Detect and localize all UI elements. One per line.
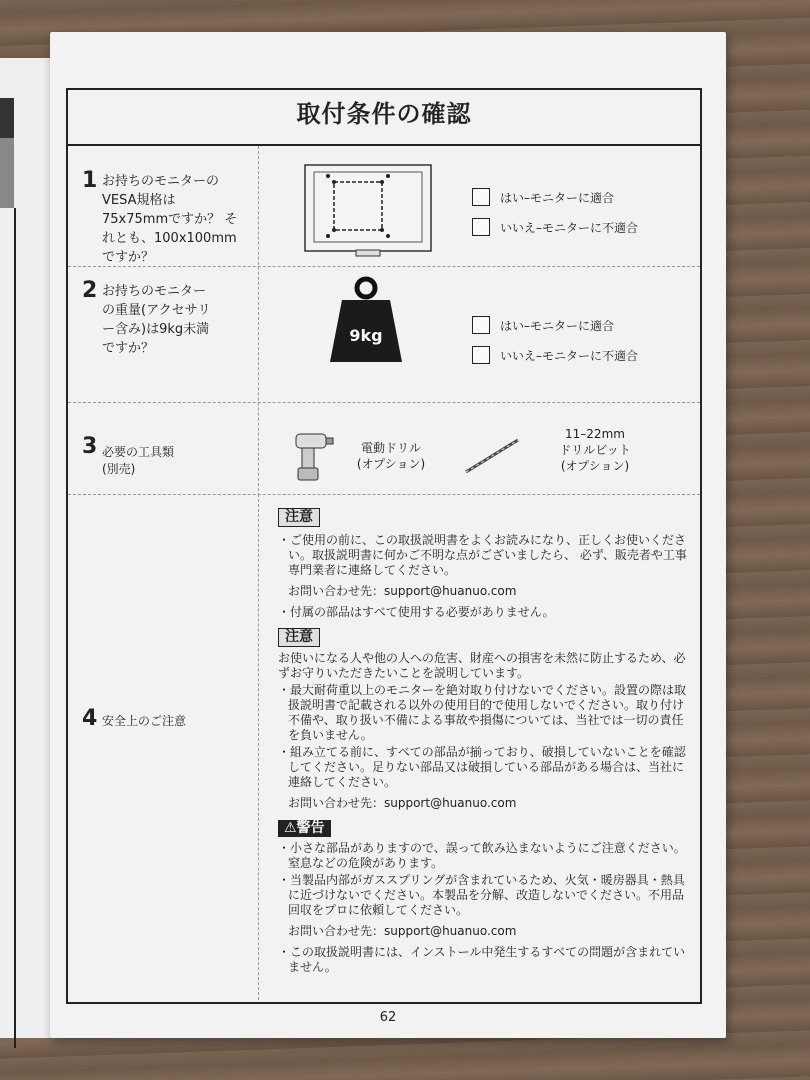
q2-no-label: いいえ–モニターに不適合 <box>500 348 639 363</box>
left-page-frame-line <box>14 208 16 1048</box>
drill-bit-label-line: 11–22mm <box>565 427 625 441</box>
drill-bit-icon <box>462 436 522 480</box>
page-number: 62 <box>379 1010 397 1025</box>
q1-line: お持ちのモニターの <box>102 174 220 189</box>
notice-label: 注意 <box>278 508 320 527</box>
left-page-dark-bar <box>0 98 14 138</box>
q2-no-option[interactable] <box>472 346 638 364</box>
warning-label: ⚠警告 <box>278 820 331 837</box>
q2-line: ー含み)は9kg未満 <box>102 322 210 337</box>
q2-line: お持ちのモニター <box>102 284 207 299</box>
monitor-vesa-icon <box>304 164 432 262</box>
power-drill-icon <box>290 428 334 486</box>
drill-bit-label-line: ドリルビット <box>559 443 631 457</box>
q1-line: ですか？ <box>102 250 155 265</box>
left-page-gray-bar <box>0 138 14 208</box>
checkbox-icon[interactable] <box>472 188 490 206</box>
notice1-contact: お問い合わせ先：support@huanuo.com <box>288 584 517 598</box>
q2-question <box>102 282 211 358</box>
column-divider <box>258 146 259 496</box>
row-separator <box>68 402 700 403</box>
q1-yes-label: はい–モニターに適合 <box>500 190 615 205</box>
notice2-bullet: ・最大耐荷重以上のモニターを絶対取り付けないでください。設置の際は取扱説明書で記載される以外の使用目的で使用しないでください。取り付け不備や、取り扱い不備による事故や損傷については、当社では一切の責任を負いません。 <box>278 683 687 742</box>
q1-question <box>102 172 237 267</box>
q3-line: (別売) <box>102 462 136 476</box>
q1-number: 1 <box>82 168 98 193</box>
row-separator <box>68 494 700 495</box>
drill-label-line: (オプション) <box>356 457 426 471</box>
weight-label: 9kg <box>349 326 383 345</box>
notice-block-1 <box>278 508 688 622</box>
notice2-intro: お使いになる人や他の人への危害、財産への損害を未然に防止するため、必ずお守りいただきたいことを説明しています。 <box>278 651 686 680</box>
drill-bit-label <box>550 426 640 474</box>
q1-yes-option[interactable] <box>472 188 614 206</box>
drill-bit-label-line: (オプション) <box>560 459 630 473</box>
notice-label: 注意 <box>278 628 320 647</box>
q1-line: れとも、100x100mm <box>102 231 237 246</box>
q2-yes-option[interactable] <box>472 316 614 334</box>
q2-yes-label: はい–モニターに適合 <box>500 318 615 333</box>
q3-number: 3 <box>82 434 98 459</box>
q3-question <box>102 444 174 478</box>
notice2-contact: お問い合わせ先：support@huanuo.com <box>288 796 517 810</box>
weight-icon <box>328 274 404 364</box>
page-title: 取付条件の確認 <box>296 100 472 128</box>
drill-label-line: 電動ドリル <box>360 441 421 455</box>
q1-line: VESA規格は <box>102 193 176 208</box>
notice1-bullet: ・ご使用の前に、この取扱説明書をよくお読みになり、正しくお使いください。取扱説明書に何かご不明な点がございましたら、 必ず、販売者や工事専門業者に連絡してください。 <box>278 533 687 577</box>
q4-label: 安全上のご注意 <box>102 714 187 728</box>
q3-line: 必要の工具類 <box>102 445 175 459</box>
q1-no-label: いいえ–モニターに不適合 <box>500 220 639 235</box>
column-divider <box>258 494 259 1000</box>
warning-block <box>278 820 688 977</box>
notice-block-2 <box>278 628 688 817</box>
row-separator <box>68 266 700 267</box>
q2-number: 2 <box>82 278 98 303</box>
q1-line: 75x75mmですか？ そ <box>102 212 238 227</box>
q2-line: ですか？ <box>102 341 155 356</box>
warning-bullet: ・小さな部品がありますので、誤って飲み込まないようにご注意ください。窒息などの危険があります。 <box>278 841 686 870</box>
checkbox-icon[interactable] <box>472 316 490 334</box>
notice1-bullet: ・付属の部品はすべて使用する必要がありません。 <box>278 605 555 619</box>
content-frame <box>66 88 702 1004</box>
drill-label <box>346 440 436 472</box>
warning-bullet: ・この取扱説明書には、インストール中発生するすべての問題が含まれていません。 <box>278 945 686 974</box>
notice2-bullet: ・組み立てる前に、すべての部品が揃っており、破損していないことを確認してください。足りない部品又は破損している部品がある場合は、当社に連絡してください。 <box>278 745 686 789</box>
warning-contact: お問い合わせ先：support@huanuo.com <box>288 924 517 938</box>
q1-no-option[interactable] <box>472 218 638 236</box>
q2-line: の重量(アクセサリ <box>102 303 211 318</box>
q4-number: 4 <box>82 706 98 731</box>
warning-bullet: ・当製品内部がガススプリングが含まれているため、火気・暖房器具・熱具に近づけないでください。本製品を分解、改造しないでください。不用品回収をプロに依頼してください。 <box>278 873 685 917</box>
checkbox-icon[interactable] <box>472 346 490 364</box>
manual-page <box>50 32 726 1038</box>
title-rule <box>68 144 700 146</box>
left-page <box>0 58 51 1038</box>
checkbox-icon[interactable] <box>472 218 490 236</box>
